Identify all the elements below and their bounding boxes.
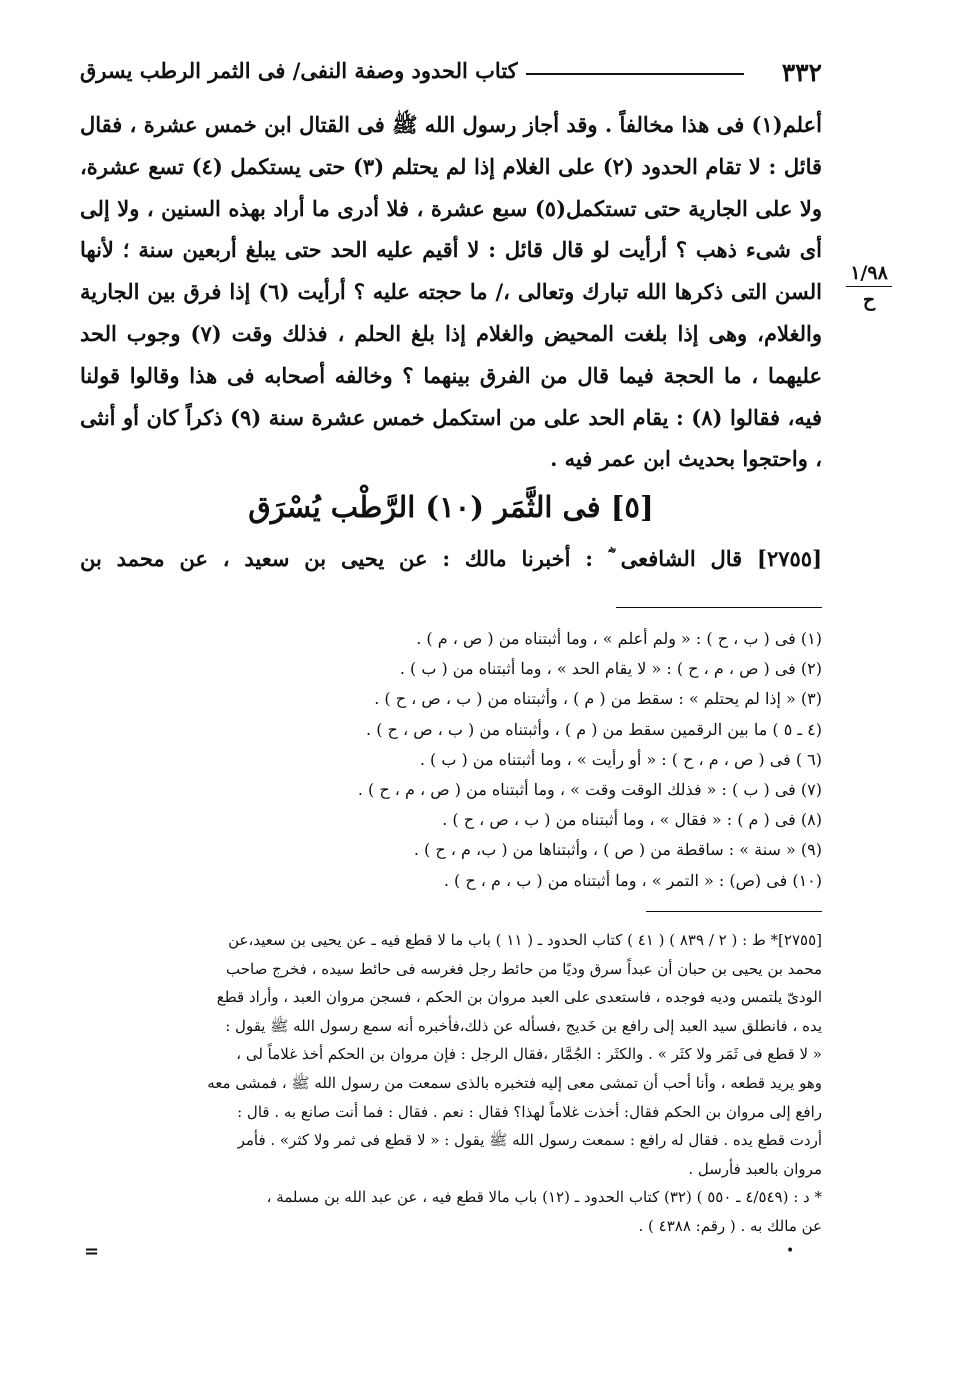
source-line: الودىّ يلتمس وديه فوجده ، فاستعدى على العبد مروان بن الحكم ، فسجن مروان العبد ، وأراد قطع [216, 988, 822, 1007]
page-header [80, 58, 822, 92]
source-line: محمد بن يحيى بن حبان أن عبداً سرق وديًا من حائط رجل فغرسه فى حائط سيده ، فخرج صاحب [226, 959, 822, 978]
header-rule [526, 73, 744, 75]
source-line: [٢٧٥٥]* ط : ( ٢ / ٨٣٩ ) ( ٤١ ) كتاب الحدود ـ ( ١١ ) باب ما لا قطع فيه ـ عن يحيى بن سعيد،عن [228, 931, 822, 949]
footnote: (٩) « سنة » : ساقطة من ( ص ) ، وأثبتناها من ( ب، م ، ح ) . [413, 840, 822, 860]
source-line: عن مالك به . ( رقم: ٤٣٨٨ ) . [638, 1216, 822, 1235]
continuation-mark: = [84, 1241, 100, 1262]
sources-divider [646, 911, 822, 912]
hadith-opening-line: [٢٧٥٥] قال الشافعى ؓ : أخبرنا مالك : عن يحيى بن سعيد ، عن محمد بن [80, 546, 822, 571]
footnote: (٨) فى ( م ) : « فقال » ، وما أثبتناه من ( ب ، ص ، ح ) . [442, 810, 822, 830]
footnotes-divider [616, 607, 822, 608]
source-line: وهو يريد قطعه ، وأنا أحب أن تمشى معى إليه فتخبره بالذى سمعت من رسول الله ﷺ ، فمشى معه [207, 1073, 822, 1092]
footnote: (١) فى ( ب ، ح ) : « ولم أعلم » ، وما أثبتناه من ( ص ، م ) . [416, 629, 822, 648]
source-line: « لا قطع فى ثَمَر ولا كثَر » . والكثَر : الجُمَّار ،فقال الرجل : فإن مروان بن الحكم أخذ غلاماً لى ، [236, 1045, 822, 1064]
bullet-mark: • [786, 1243, 795, 1259]
footnotes-list [300, 624, 822, 896]
running-title: كتاب الحدود وصفة النفى/ فى الثمر الرطب يسرق [80, 58, 518, 83]
footnote: (٣) « إذا لم يحتلم » : سقط من ( م ) ، وأثبتناه من ( ب ، ص ، ح ) . [374, 689, 822, 709]
main-text: أعلم(١) فى هذا مخالفاً . وقد أجاز رسول الله ﷺ فى القتال ابن خمس عشرة ، فقال قائل : لا تقام الحدود (٢) على الغلام إذا لم يحتلم (٣) حتى يستكمل (٤) تسع عشرة، ولا على الجارية حتى تستكمل(٥) سبع عشرة ، فلا أدرى ما أراد بهذه السنين ، ولا إلى أى شىء ذهب ؟ أرأيت لو قال قائل : لا أقيم عليه الحد حتى يبلغ أربعين سنة ؛ لأنها السن التى ذكرها الله تبارك وتعالى ،/ ما حجته عليه ؟ أرأيت (٦) إذا فرق بين الجارية والغلام، وهى إذا بلغت المحيض والغلام إذا بلغ الحلم ، فذلك وقت (٧) وجوب الحد عليهما ، ما الحجة فيما قال من الفرق بينهما ؟ وخالفه أصحابه فى هذا وقالوا قولنا فيه، فقالوا (٨) : يقام الحد على من استكمل خمس عشرة سنة (٩) ذكراً كان أو أنثى ، واحتجوا بحديث ابن عمر فيه . [80, 112, 822, 472]
footnote: (٤ ـ ٥ ) ما بين الرقمين سقط من ( م ) ، وأثبتناه من ( ب ، ص ، ح ) . [366, 719, 822, 739]
footnote: (٧) فى ( ب ) : « فذلك الوقت وقت » ، وما أثبتناه من ( ص ، م ، ح ) . [357, 779, 822, 799]
margin-ref-folio: ١/٩٨ [846, 262, 892, 287]
source-line: أردت قطع يده . فقال له رافع : سمعت رسول الله ﷺ يقول : « لا قطع فى ثمر ولا كثر» . فأمر [237, 1131, 822, 1150]
source-line: يده ، فانطلق سيد العبد إلى رافع بن خَديج ،فسأله عن ذلك،فأخبره أنه سمع رسول الله ﷺ يقول : [225, 1016, 822, 1035]
footnote: (١٠) فى (ص) : « التمر » ، وما أثبتناه من ( ب ، م ، ح ) . [443, 870, 822, 890]
source-line: رافع إلى مروان بن الحكم فقال: أخذت غلاماً لهذا؟ فقال : نعم . فقال : فما أنت صانع به . قال : [237, 1102, 822, 1121]
footnote: (٦ ) فى ( ص ، م ، ح ) : « أو رأيت » ، وما أثبتناه من ( ب ) . [419, 749, 822, 769]
footnote: (٢) فى ( ص ، م ، ح ) : « لا يقام الحد » ، وما أثبتناه من ( ب ) . [399, 659, 822, 679]
source-notes [80, 926, 822, 1241]
margin-reference [846, 262, 892, 311]
section-title: [٥] فى الثَّمَر (١٠) الرَّطْب يُسْرَق [248, 490, 654, 524]
page-number: ٣٣٢ [781, 58, 822, 87]
source-line: * د : (٤/٥٤٩ ـ ٥٥٠ ) (٣٢) كتاب الحدود ـ (١٢) باب مالا قطع فيه ، عن عبد الله بن مسلمة ، [266, 1188, 822, 1207]
source-line: مروان بالعبد فأرسل . [688, 1159, 822, 1178]
margin-ref-siglum: ح [862, 289, 876, 311]
